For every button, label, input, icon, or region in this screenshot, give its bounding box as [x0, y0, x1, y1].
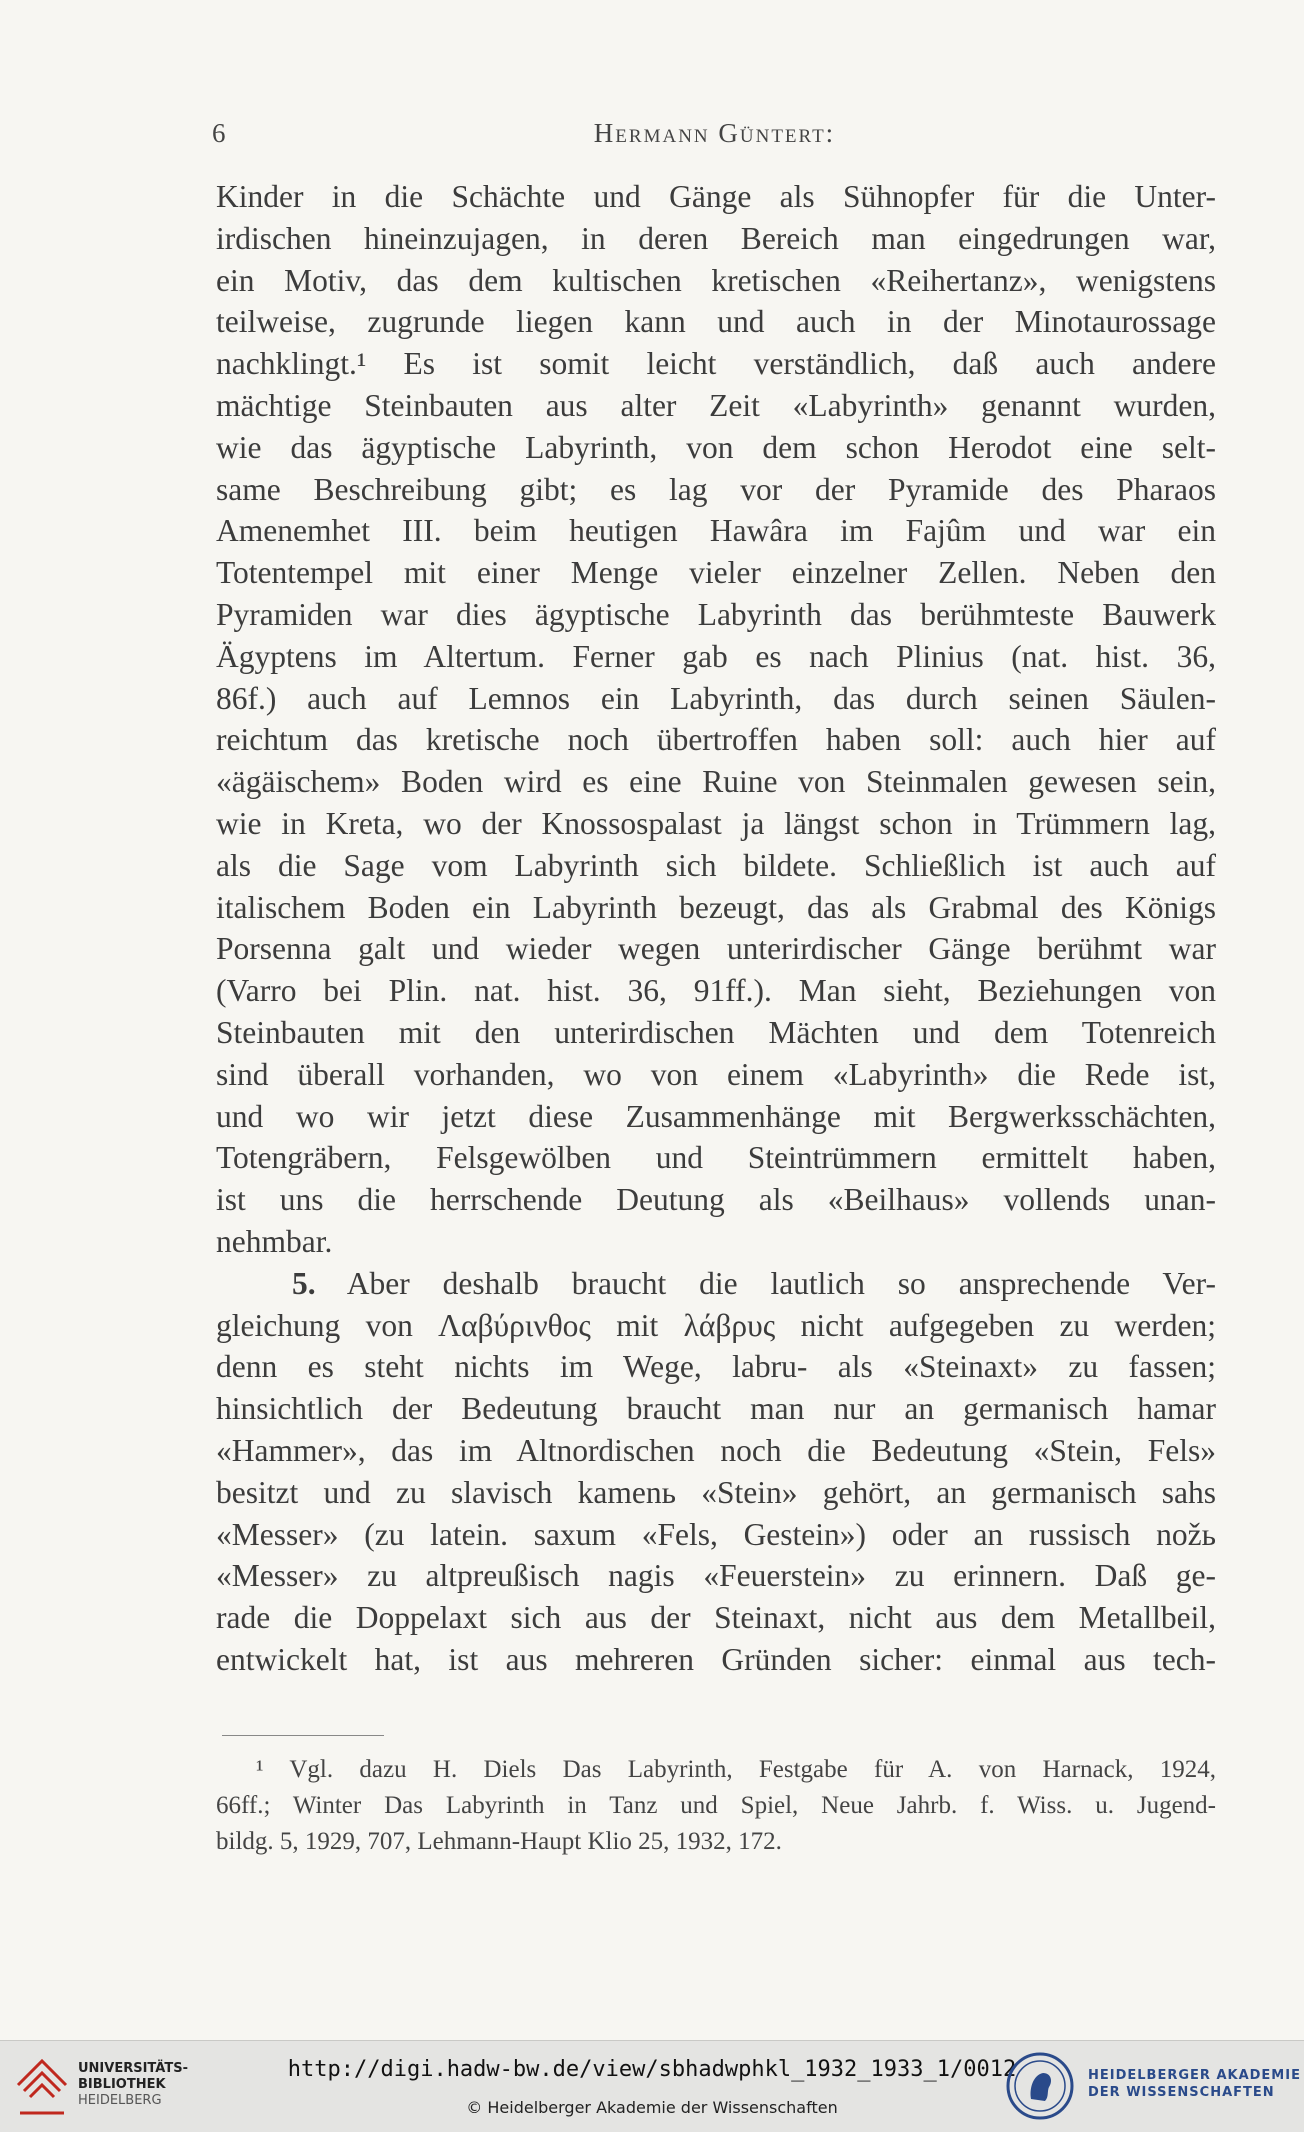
text-line: Porsenna galt und wieder wegen unterirdischer Gänge berühmt war	[216, 931, 1216, 967]
text-line: entwickelt hat, ist aus mehreren Gründen sicher: einmal aus tech-	[216, 1641, 1216, 1677]
text-line: ¹ Vgl. dazu H. Diels Das Labyrinth, Festgabe für A. von Harnack, 1924,	[256, 1756, 1216, 1783]
text-line: «Messer» zu altpreußisch nagis «Feuerstein» zu erinnern. Daß ge-	[216, 1558, 1216, 1594]
permalink-url[interactable]: http://digi.hadw-bw.de/view/sbhadwphkl_1932_1933_1/0012	[287, 2057, 1017, 2082]
text-line: Ägyptens im Altertum. Ferner gab es nach Plinius (nat. hist. 36,	[216, 638, 1216, 674]
text-line: Amenemhet III. beim heutigen Hawâra im Fajûm und war ein	[216, 513, 1216, 549]
text-line: gleichung von Λαβύρινθος mit λάβρυς nicht aufgegeben zu werden;	[216, 1307, 1216, 1343]
text-line: «Hammer», das im Altnordischen noch die Bedeutung «Stein, Fels»	[216, 1432, 1216, 1468]
text-line: Totentempel mit einer Menge vieler einzelner Zellen. Neben den	[216, 555, 1216, 591]
text-line: (Varro bei Plin. nat. hist. 36, 91ff.). Man sieht, Beziehungen von	[216, 973, 1216, 1009]
footnote-rule	[222, 1735, 384, 1736]
text-line: Pyramiden war dies ägyptische Labyrinth das berühmteste Bauwerk	[216, 596, 1216, 632]
running-title: Hermann Güntert:	[593, 118, 836, 148]
academy-name: HEIDELBERGER AKADEMIE DER WISSENSCHAFTEN	[1088, 2068, 1301, 2100]
text-line: 66ff.; Winter Das Labyrinth in Tanz und Spiel, Neue Jahrb. f. Wiss. u. Jugend-	[216, 1792, 1216, 1819]
footnote	[216, 1752, 1216, 1860]
paragraph-2	[216, 1263, 1216, 1681]
text-line: «ägäischem» Boden wird es eine Ruine von Steinmalen gewesen sein,	[216, 764, 1216, 800]
text-line: 86f.) auch auf Lemnos ein Labyrinth, das durch seinen Säulen-	[216, 680, 1216, 716]
text-line: wie das ägyptische Labyrinth, von dem schon Herodot eine selt-	[216, 429, 1216, 465]
page-header	[212, 118, 1217, 158]
text-line: ein Motiv, das dem kultischen kretischen «Reihertanz», wenigstens	[216, 262, 1216, 298]
text-line: rade die Doppelaxt sich aus der Steinaxt, nicht aus dem Metallbeil,	[216, 1600, 1216, 1636]
paragraph-1	[216, 176, 1216, 1263]
text-line: wie in Kreta, wo der Knossospalast ja längst schon in Trümmern lag,	[216, 805, 1216, 841]
text-line: Steinbauten mit den unterirdischen Mächten und dem Totenreich	[216, 1014, 1216, 1050]
text-line: denn es steht nichts im Wege, labru- als «Steinaxt» zu fassen;	[216, 1349, 1216, 1385]
text-line: 5. Aber deshalb braucht die lautlich so ansprechende Ver-	[292, 1265, 1217, 1301]
academy-seal-icon	[1005, 2051, 1075, 2121]
text-line: mächtige Steinbauten aus alter Zeit «Labyrinth» genannt wurden,	[216, 387, 1216, 423]
text-line: ist uns die herrschende Deutung als «Beilhaus» vollends unan-	[216, 1182, 1216, 1218]
text-line: reichtum das kretische noch übertroffen haben soll: auch hier auf	[216, 722, 1216, 758]
body-text	[216, 176, 1216, 1681]
university-library-name: UNIVERSITÄTS- BIBLIOTHEK HEIDELBERG	[78, 2061, 188, 2108]
text-line: als die Sage vom Labyrinth sich bildete. Schließlich ist auch auf	[216, 847, 1216, 883]
text-line: nachklingt.¹ Es ist somit leicht verständlich, daß auch andere	[216, 346, 1216, 382]
text-line: same Beschreibung gibt; es lag vor der Pyramide des Pharaos	[216, 471, 1216, 507]
text-line: sind überall vorhanden, wo von einem «Labyrinth» die Rede ist,	[216, 1056, 1216, 1092]
text-line: «Messer» (zu latein. saxum «Fels, Gestein») oder an russisch nožь	[216, 1516, 1216, 1552]
text-line: teilweise, zugrunde liegen kann und auch in der Minotaurossage	[216, 304, 1216, 340]
text-line: bildg. 5, 1929, 707, Lehmann-Haupt Klio 25, 1932, 172.	[216, 1828, 782, 1855]
text-line: besitzt und zu slavisch kamenь «Stein» gehört, an germanisch sahs	[216, 1474, 1216, 1510]
text-line: italischem Boden ein Labyrinth bezeugt, das als Grabmal des Königs	[216, 889, 1216, 925]
text-line: und wo wir jetzt diese Zusammenhänge mit Bergwerksschächten,	[216, 1098, 1216, 1134]
text-line: Totengräbern, Felsgewölben und Steintrümmern ermittelt haben,	[216, 1140, 1216, 1176]
text-line: nehmbar.	[216, 1223, 333, 1259]
text-line: Kinder in die Schächte und Gänge als Sühnopfer für die Unter-	[216, 179, 1216, 214]
copyright-notice: © Heidelberger Akademie der Wissenschaften	[466, 2098, 838, 2117]
viewer-footer-bar	[0, 2040, 1304, 2132]
section-number: 5.	[292, 1265, 316, 1301]
page-number: 6	[212, 118, 226, 148]
text-line: irdischen hineinzujagen, in deren Bereich man eingedrungen war,	[216, 220, 1216, 256]
text-line: hinsichtlich der Bedeutung braucht man nur an germanisch hamar	[216, 1391, 1216, 1427]
